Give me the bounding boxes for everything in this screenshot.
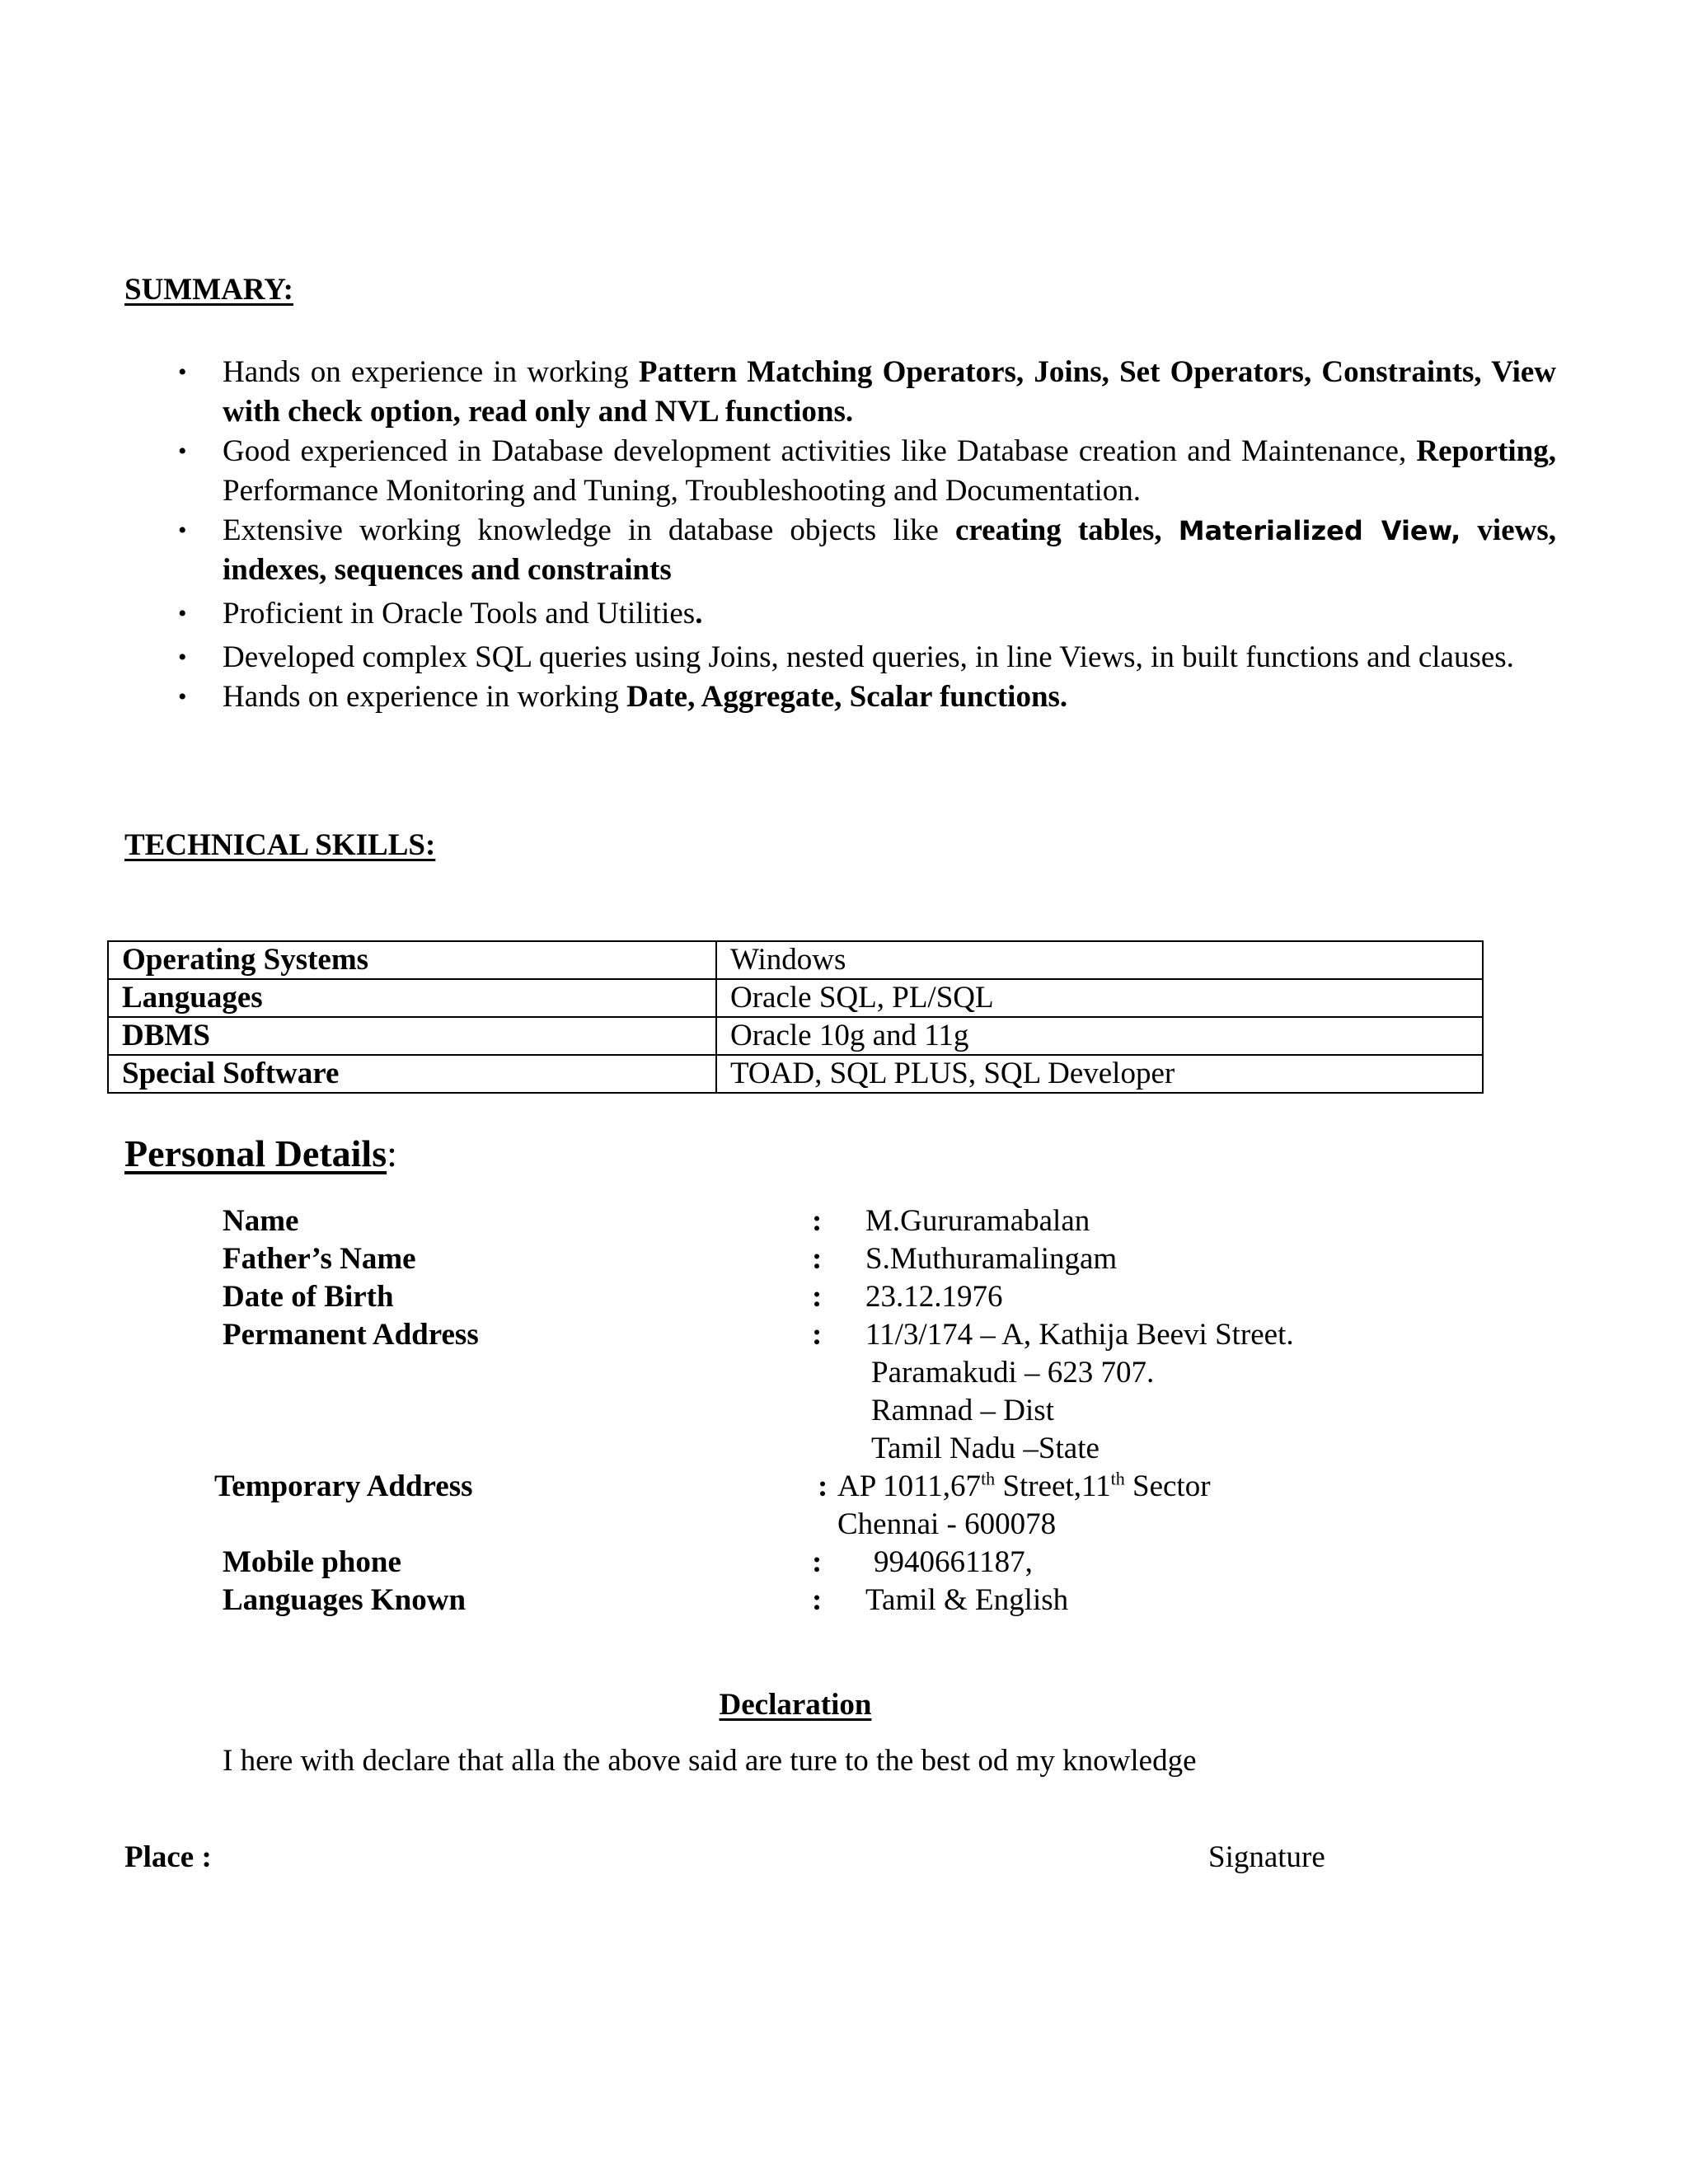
bullet-icon: • [178,683,187,710]
list-item [178,432,1556,511]
name-value: M.Gururamabalan [865,1204,1090,1238]
temp-address-part3: Sector [1124,1469,1211,1503]
item-bold-text: Pattern Matching Operators, Joins, Set Operators, Constraints, View with check option, read only and NVL functions. [223,355,1556,429]
item-bold-text: creating tables, [954,513,1179,547]
bullet-icon: • [178,644,187,671]
item-text: Hands on experience in working [223,355,639,389]
temp-address-part1: AP 1011,67 [837,1469,982,1503]
list-item [178,353,1556,432]
item-bold-text: . [695,597,703,630]
technical-skills-heading: TECHNICAL SKILLS: [124,828,436,862]
name-label: Name [223,1204,299,1238]
permanent-address-line2: Paramakudi – 623 707. [871,1356,1155,1390]
father-name-value: S.Muthuramalingam [865,1242,1118,1276]
list-item [178,511,1557,590]
personal-details-title: Personal Details [124,1132,387,1174]
item-text-tail: Performance Monitoring and Tuning, Troubleshooting and Documentation. [223,474,1142,508]
languages-known-label: Languages Known [223,1583,467,1617]
skill-value: TOAD, SQL PLUS, SQL Developer [716,1055,1483,1093]
skill-value: Oracle SQL, PL/SQL [716,979,1483,1017]
permanent-address-colon: : [812,1318,823,1352]
item-text: Proficient in Oracle Tools and Utilities [223,597,696,630]
item-bold-sans-text: Materialized View, [1178,515,1461,546]
item-text: Developed complex SQL queries using Joins, nested queries, in line Views, in built functions and clauses. [223,640,1514,674]
item-bold-text-2: views, indexes, sequences and constraints [223,513,1557,587]
skill-key: Operating Systems [108,941,716,979]
table-row [108,1017,1483,1055]
item-text: Hands on experience in working [223,680,627,714]
mobile-value: 9940661187, [874,1545,1033,1579]
skill-value: Oracle 10g and 11g [716,1017,1483,1055]
temporary-address-label: Temporary Address [214,1469,473,1503]
list-item [178,677,1556,717]
item-text: Good experienced in Database development activities like Database creation and Maintenance, [223,434,1417,468]
temporary-address-colon: : [818,1469,828,1503]
summary-heading: SUMMARY: [124,273,293,307]
name-colon: : [812,1204,823,1238]
temp-address-sup1: th [981,1468,996,1489]
list-item [178,638,1556,677]
bullet-icon: • [178,517,187,544]
mobile-label: Mobile phone [223,1545,401,1579]
mobile-colon: : [812,1545,823,1579]
item-text: Extensive working knowledge in database objects like [223,513,955,547]
dob-colon: : [812,1280,823,1314]
skill-key: Special Software [108,1055,716,1093]
personal-details-colon: : [387,1132,397,1174]
temporary-address-line1 [837,1468,1211,1506]
place-label: Place : [124,1840,212,1874]
temp-address-part2: Street,11 [995,1469,1111,1503]
item-bold-text: Date, Aggregate, Scalar functions. [626,680,1068,714]
father-name-colon: : [812,1242,823,1276]
skill-value: Windows [716,941,1483,979]
item-bold-text: Reporting, [1416,434,1556,468]
personal-details-heading [124,1132,397,1175]
bullet-icon: • [178,600,187,627]
table-row [108,1055,1483,1093]
languages-known-value: Tamil & English [865,1583,1069,1617]
table-row [108,979,1483,1017]
declaration-text: I here with declare that alla the above said are ture to the best od my knowledge [223,1744,1197,1778]
bullet-icon: • [178,438,187,465]
skill-key: DBMS [108,1017,716,1055]
dob-value: 23.12.1976 [865,1280,1003,1314]
skills-table [107,940,1484,1094]
declaration-title: Declaration [719,1688,872,1722]
dob-label: Date of Birth [223,1280,394,1314]
permanent-address-line4: Tamil Nadu –State [871,1432,1100,1465]
permanent-address-line1: 11/3/174 – A, Kathija Beevi Street. [865,1318,1294,1352]
signature-label: Signature [1208,1840,1325,1874]
father-name-label: Father’s Name [223,1242,416,1276]
permanent-address-label: Permanent Address [223,1318,479,1352]
temporary-address-line2: Chennai - 600078 [837,1507,1057,1541]
languages-known-colon: : [812,1583,823,1617]
skill-key: Languages [108,979,716,1017]
list-item [178,594,1556,634]
permanent-address-line3: Ramnad – Dist [871,1394,1054,1427]
summary-list [178,353,1557,717]
table-row [108,941,1483,979]
bullet-icon: • [178,359,187,386]
temp-address-sup2: th [1110,1468,1125,1489]
